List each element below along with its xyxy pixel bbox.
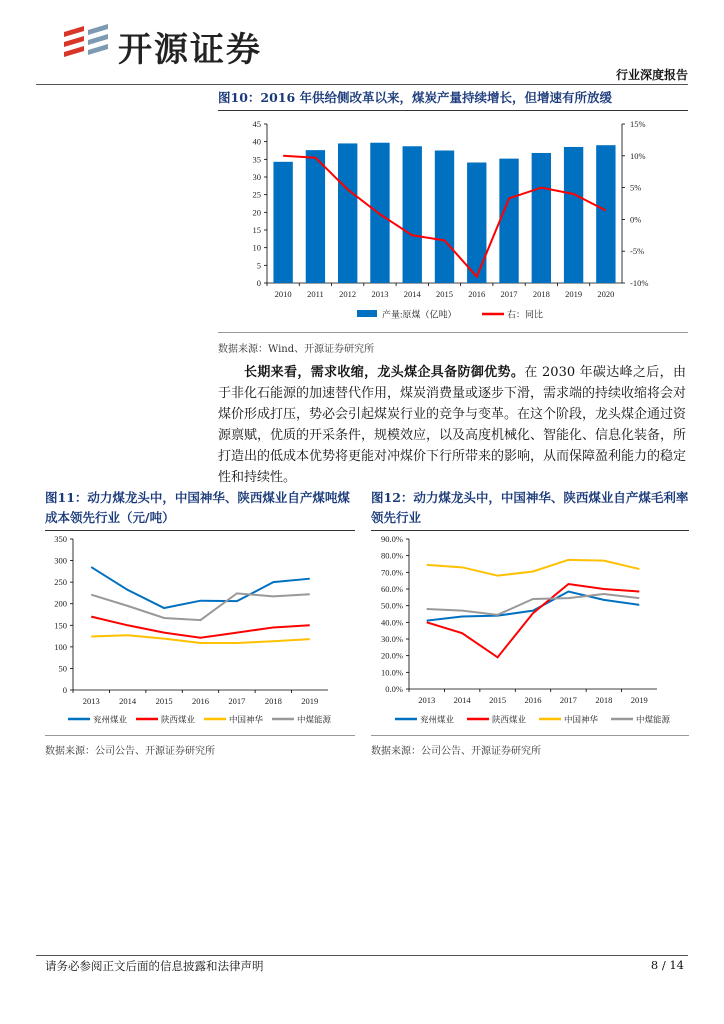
legend-label: 中国神华 bbox=[229, 714, 264, 725]
y-tick-label: 90.0% bbox=[381, 534, 403, 544]
x-tick-label: 2016 bbox=[192, 696, 209, 706]
y-tick-label: 15 bbox=[252, 225, 261, 235]
y-tick-label: 0 bbox=[62, 685, 67, 695]
y-tick-label: 25 bbox=[252, 189, 261, 200]
y-tick-label: 30.0% bbox=[381, 634, 403, 644]
y-tick-label: 5 bbox=[256, 260, 261, 271]
legend-label: 产量:原煤（亿吨） bbox=[382, 309, 457, 320]
page-number: 8 / 14 bbox=[650, 958, 684, 972]
fig12-title: 图12：动力煤龙头中，中国神华、陕西煤业自产煤毛利率领先行业 bbox=[371, 490, 689, 525]
x-tick-label: 2019 bbox=[630, 695, 648, 705]
series-line bbox=[427, 594, 640, 615]
x-tick-label: 2013 bbox=[371, 289, 389, 299]
x-tick-label: 2018 bbox=[532, 289, 550, 299]
y2-tick-label: -10% bbox=[630, 278, 649, 288]
y2-tick-label: 15% bbox=[630, 119, 646, 129]
series-line bbox=[427, 560, 640, 576]
y-tick-label: 10.0% bbox=[381, 667, 403, 678]
y-tick-label: 20.0% bbox=[381, 650, 403, 661]
body-text: 在 2030 年碳达峰之后，由于非化石能源的加速替代作用，煤炭消费量或逐步下滑，需求端的持续收缩将会对煤价形成打压，势必会引起煤炭行业的竞争与变革。在这个阶段，龙头煤企通过资源禀赋，优质的开采条件，规模效应，以及高度机械化、智能化、信息化装备，所打造出的低成本优势将更能对冲煤价下行所带来的影响，从而保障盈利能力的稳定性和持续性。 bbox=[218, 365, 687, 485]
x-tick-label: 2010 bbox=[274, 289, 292, 299]
legend-label: 中煤能源 bbox=[297, 714, 332, 725]
fig11-title: 图11：动力煤龙头中，中国神华、陕西煤业自产煤吨煤成本领先行业（元/吨） bbox=[45, 490, 350, 525]
report-type: 行业深度报告 bbox=[615, 68, 688, 82]
fig10-title: 图10：2016 年供给侧改革以来，煤炭产量持续增长，但增速有所放缓 bbox=[218, 90, 613, 105]
x-tick-label: 2017 bbox=[500, 289, 518, 299]
x-tick-label: 2018 bbox=[264, 696, 282, 706]
y-tick-label: 30 bbox=[252, 172, 261, 182]
x-tick-label: 2020 bbox=[597, 289, 615, 299]
company-name: 开源证券 bbox=[118, 30, 262, 70]
x-tick-label: 2014 bbox=[403, 289, 421, 299]
fig12-source: 数据来源：公司公告、开源证券研究所 bbox=[371, 746, 541, 757]
y2-tick-label: 5% bbox=[630, 182, 642, 193]
y-tick-label: 100 bbox=[54, 641, 67, 652]
y-tick-label: 40 bbox=[252, 136, 261, 147]
y-tick-label: 250 bbox=[54, 577, 67, 588]
y-tick-label: 50.0% bbox=[381, 600, 403, 611]
x-tick-label: 2015 bbox=[436, 289, 453, 299]
x-tick-label: 2017 bbox=[559, 695, 577, 705]
y-tick-label: 0 bbox=[256, 278, 261, 288]
y-tick-label: 0.0% bbox=[385, 684, 403, 694]
fig11-bottom-divider bbox=[45, 735, 355, 736]
y-tick-label: 50 bbox=[58, 663, 67, 674]
y-tick-label: 40.0% bbox=[381, 617, 403, 628]
y-tick-label: 45 bbox=[252, 119, 261, 129]
legend-label: 中煤能源 bbox=[636, 714, 671, 725]
x-tick-label: 2012 bbox=[339, 289, 357, 299]
x-tick-label: 2015 bbox=[489, 695, 507, 705]
y-tick-label: 10 bbox=[252, 242, 261, 253]
y2-tick-label: 10% bbox=[630, 150, 646, 161]
legend-label: 兖州煤业 bbox=[93, 714, 128, 725]
x-tick-label: 2013 bbox=[418, 695, 436, 705]
x-tick-label: 2013 bbox=[82, 696, 100, 706]
legend-label: 右：同比 bbox=[507, 309, 544, 320]
footer-divider bbox=[36, 955, 688, 956]
y-tick-label: 70.0% bbox=[381, 567, 403, 578]
x-tick-label: 2014 bbox=[453, 695, 471, 705]
y-tick-label: 350 bbox=[54, 534, 67, 544]
x-tick-label: 2015 bbox=[155, 696, 173, 706]
footer-disclaimer: 请务必参阅正文后面的信息披露和法律声明 bbox=[45, 959, 264, 973]
x-tick-label: 2016 bbox=[468, 289, 486, 299]
y-tick-label: 300 bbox=[54, 555, 67, 566]
series-line bbox=[427, 592, 640, 621]
x-tick-label: 2016 bbox=[524, 695, 542, 705]
y-tick-label: 20 bbox=[252, 207, 261, 218]
fig12-bottom-divider bbox=[371, 735, 689, 736]
y2-tick-label: 0% bbox=[630, 214, 642, 225]
y2-tick-label: -5% bbox=[630, 246, 645, 257]
y-tick-label: 35 bbox=[252, 154, 261, 165]
x-tick-label: 2014 bbox=[119, 696, 137, 706]
x-tick-label: 2019 bbox=[565, 289, 583, 299]
x-tick-label: 2018 bbox=[595, 695, 613, 705]
y-tick-label: 200 bbox=[54, 598, 67, 609]
x-tick-label: 2019 bbox=[301, 696, 319, 706]
legend-label: 陕西煤业 bbox=[492, 714, 527, 725]
x-tick-label: 2017 bbox=[228, 696, 246, 706]
x-tick-label: 2011 bbox=[307, 289, 324, 299]
legend-label: 中国神华 bbox=[564, 714, 599, 725]
y-tick-label: 150 bbox=[54, 620, 67, 631]
legend-label: 兖州煤业 bbox=[420, 714, 455, 725]
fig10-source: 数据来源：Wind、开源证券研究所 bbox=[218, 344, 375, 355]
y-tick-label: 80.0% bbox=[381, 550, 403, 561]
fig11-source: 数据来源：公司公告、开源证券研究所 bbox=[45, 746, 215, 757]
body-lead: 长期来看，需求收缩，龙头煤企具备防御优势。 bbox=[244, 365, 525, 380]
y-tick-label: 60.0% bbox=[381, 584, 403, 594]
legend-label: 陕西煤业 bbox=[161, 714, 196, 725]
